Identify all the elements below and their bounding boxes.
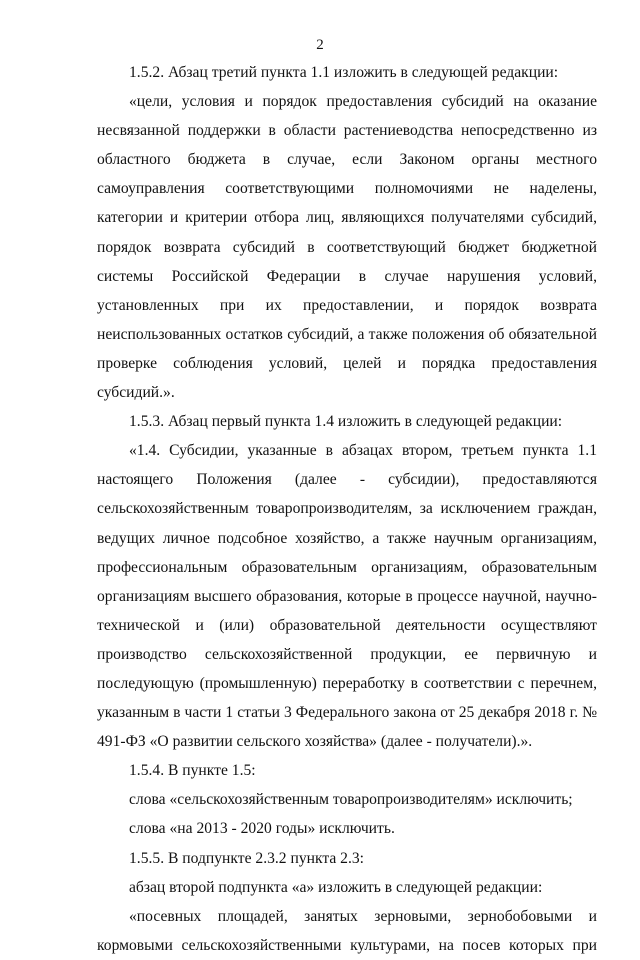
paragraph-1-5-2-heading: 1.5.2. Абзац третий пункта 1.1 изложить в следующей редакции: <box>129 64 559 81</box>
paragraph-1-5-4-heading: 1.5.4. В пункте 1.5: <box>129 762 256 780</box>
paragraph-1-5-2-text: «цели, условия и порядок предоставления субсидий на оказание несвязанной поддержки в области растениеводства непосредственно из областного бюджета в случае, если Законом органы местного самоуправления соответствующими полномочиями не наделены, категории и критерии отбора лиц, являющихся получателями субсидий, порядок возврата субсидий в соответствующий бюджет бюджетной системы Российской Федерации в случае нарушения условий, установленных при их предоставлении, и порядок возврата неиспользованных остатков субсидий, а также положения об обязательной проверке соблюдения условий, целей и порядка предоставления субсидий.». <box>97 93 597 402</box>
paragraph-1-5-4-item-1: слова «сельскохозяйственным товаропроизводителям» исключить; <box>129 791 573 809</box>
paragraph-1-5-5-text: «посевных площадей, занятых зерновыми, зернобобовыми и кормовыми сельскохозяйственными культурами, на посев которых при <box>97 907 597 954</box>
page-number: 2 <box>316 37 324 53</box>
document-body <box>97 58 597 960</box>
paragraph-1-5-5-heading: 1.5.5. В подпункте 2.3.2 пункта 2.3: <box>129 849 364 867</box>
paragraph-1-5-3-heading: 1.5.3. Абзац первый пункта 1.4 изложить в следующей редакции: <box>129 413 563 431</box>
paragraph-1-5-3-text: «1.4. Субсидии, указанные в абзацах втором, третьем пункта 1.1 настоящего Положения (далее - субсидии), предоставляются сельскохозяйственным товаропроизводителям, за исключением граждан, ведущих личное подсобное хозяйство, а также научным организациям, профессиональным образовательным организациям, образовательным организациям высшего образования, которые в процессе научной, научно-технической и (или) образовательной деятельности осуществляют производство сельскохозяйственной продукции, ее первичную и последующую (промышленную) переработку в соответствии с перечнем, указанным в части 1 статьи 3 Федерального закона от 25 декабря 2018 г. № 491-ФЗ «О развитии сельского хозяйства» (далее - получатели).». <box>97 442 597 751</box>
paragraph-1-5-4-item-2: слова «на 2013 - 2020 годы» исключить. <box>129 820 395 838</box>
paragraph-1-5-5-item-1: абзац второй подпункта «а» изложить в следующей редакции: <box>129 878 543 896</box>
